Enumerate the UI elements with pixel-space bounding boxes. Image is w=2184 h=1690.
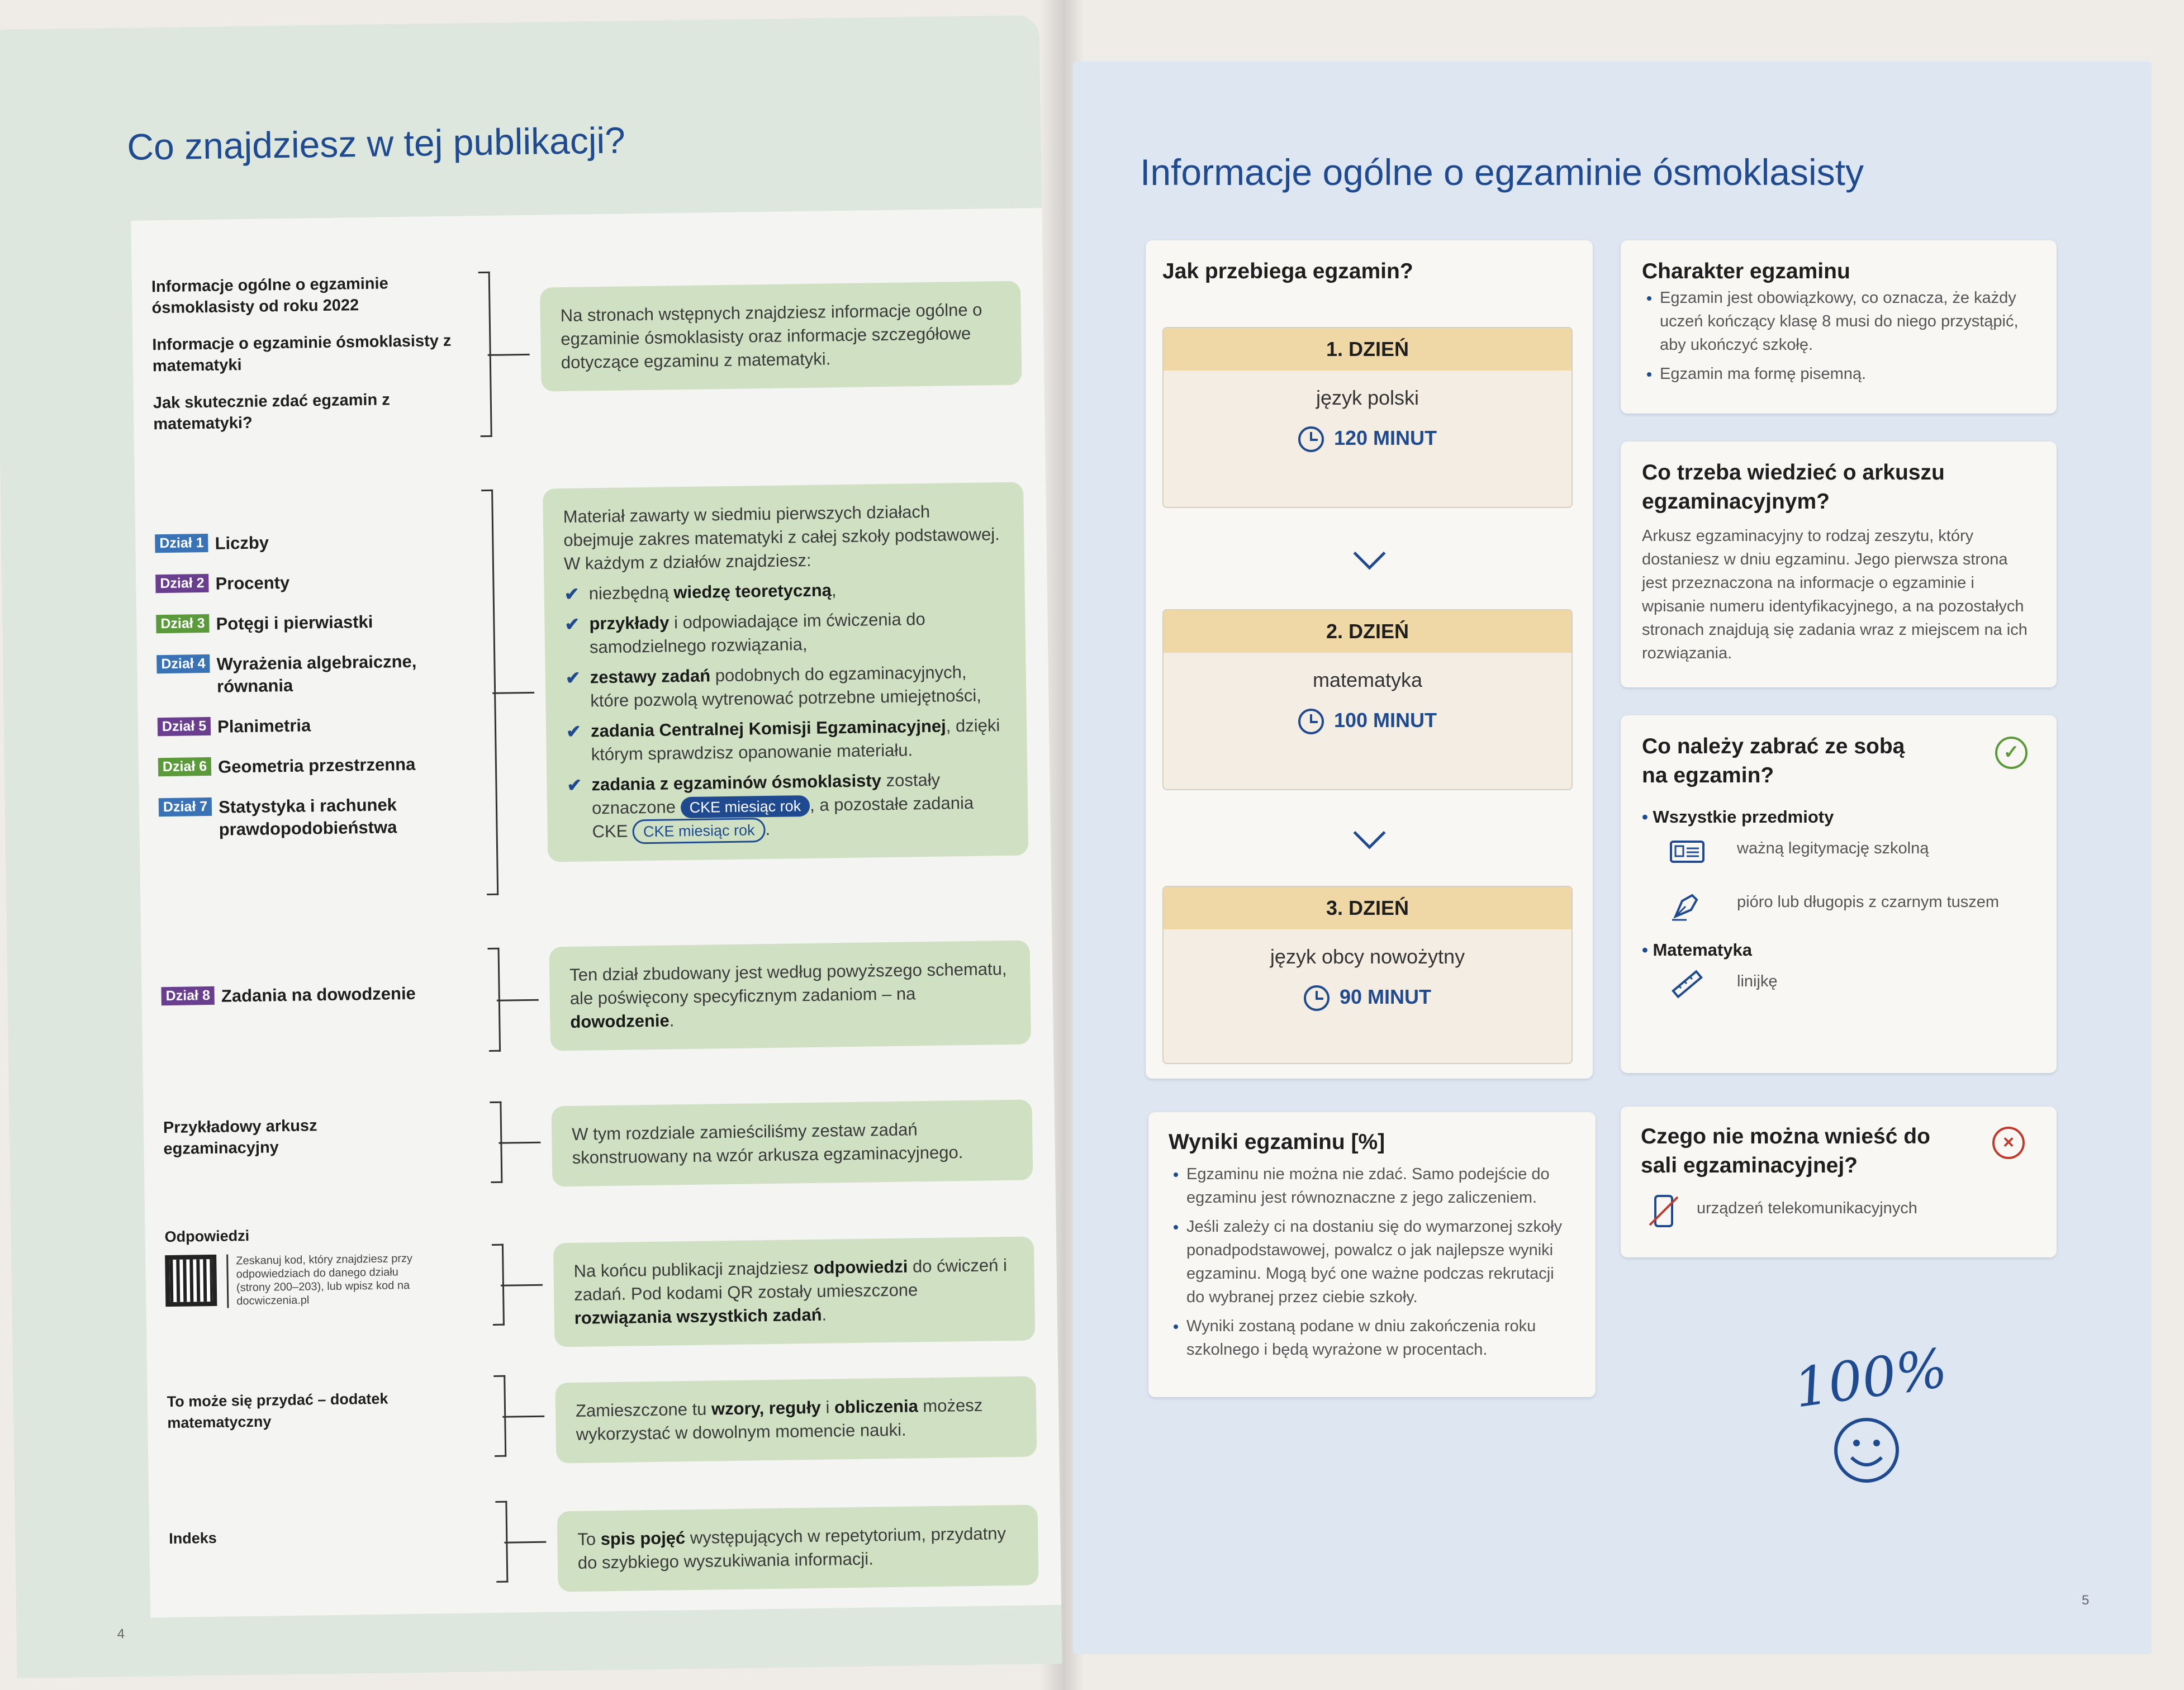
item-row <box>1642 881 2035 934</box>
check-icon: ✔ <box>564 583 580 605</box>
smiley-face-icon <box>1830 1414 1903 1487</box>
zabrac-card <box>1621 715 2057 1073</box>
item-row <box>1641 1187 2036 1241</box>
bracket <box>481 490 498 895</box>
right-page-title: Informacje ogólne o egzaminie ósmoklasisty <box>1140 151 1864 193</box>
exam-flow-card <box>1146 240 1593 1079</box>
description-box: Na stronach wstępnych znajdziesz informacje ogólne o egzaminie ósmoklasisty oraz informacje szczegółowe dotyczące egzaminu z matematyki. <box>540 281 1022 392</box>
nie-wniesc-card <box>1621 1107 2057 1257</box>
qr-code-icon <box>165 1255 217 1307</box>
description-box: W tym rozdziale zamieściliśmy zestaw zadań skonstruowany na wzór arkusza egzaminacyjnego. <box>551 1099 1033 1186</box>
dzial-item <box>155 529 468 573</box>
dzial-item <box>158 712 471 757</box>
day-label: 1. DZIEŃ <box>1164 328 1571 371</box>
row-label: Informacje ogólne o egzaminie ósmoklasisty od roku 2022 <box>151 274 388 317</box>
dzial-tag: Dział 7 <box>159 797 212 816</box>
arkusz-card <box>1621 442 2057 687</box>
day-label: 3. DZIEŃ <box>1164 887 1571 929</box>
check-item: ✔ zestawy zadań podobnych do egzaminacyjnych, które pozwolą wytrenować potrzebne umiejętności, <box>565 662 982 711</box>
check-icon: ✔ <box>567 775 582 796</box>
check-item: ✔ przykłady i odpowiadające im ćwiczenia do samodzielnego rozwiązania, <box>564 609 925 657</box>
checkmark-circle-icon: ✓ <box>1995 737 2028 769</box>
dzial-item <box>156 649 471 716</box>
left-page-title: Co znajdziesz w tej publikacji? <box>126 119 626 168</box>
dzial-item <box>161 981 474 1026</box>
cke-pill-outline: CKE miesiąc rok <box>633 818 766 844</box>
day-subject: język obcy nowożytny <box>1270 945 1465 968</box>
bracket <box>490 1102 502 1183</box>
description-box: Ten dział zbudowany jest według powyższego schematu, ale poświęcony specyficznym zadaniom – na dowodzenie. <box>549 940 1032 1051</box>
left-page <box>0 15 1062 1678</box>
bracket <box>492 1244 505 1326</box>
page-number: 4 <box>117 1626 125 1642</box>
dzial-tag: Dział 2 <box>155 574 209 593</box>
row-label: Jak skutecznie zdać egzamin z matematyki? <box>153 391 390 434</box>
qr-text: Zeskanuj kod, który znajdziesz przy odpowiedziach do danego działu (strony 200–203), lub wpisz kod na docwiczenia.pl <box>226 1252 421 1308</box>
dzial-title: Potęgi i pierwiastki <box>216 611 373 634</box>
chevron-down-icon <box>1354 538 1386 570</box>
handwritten-note: 100% <box>1790 1336 1951 1420</box>
check-item: ✔ niezbędną wiedzę teoretyczną, <box>564 576 1005 606</box>
wyniki-list <box>1169 1162 1575 1361</box>
check-icon: ✔ <box>564 614 580 635</box>
contents-row-intro <box>132 264 1054 434</box>
intro-labels <box>151 272 467 450</box>
item-row <box>1642 827 2035 881</box>
contents-row-arkusz <box>143 1094 1062 1167</box>
bracket <box>495 1501 508 1583</box>
contents-row-indeks <box>149 1493 1062 1573</box>
right-page <box>1073 61 2152 1654</box>
contents-row-dowodzenie <box>141 940 1062 1032</box>
dzial-title: Planimetria <box>217 715 311 737</box>
bracket <box>488 948 501 1052</box>
dzial-item <box>159 792 473 860</box>
wyniki-card <box>1148 1112 1596 1397</box>
description-box: To spis pojęć występujących w repetytorium, przydatny do szybkiego wyszukiwania informacji. <box>557 1504 1039 1592</box>
item-text: urządzeń telekomunikacyjnych <box>1697 1199 1917 1217</box>
day-duration: 120 MINUT <box>1164 426 1571 452</box>
contents-panel <box>131 208 1062 1618</box>
card-title: Co trzeba wiedzieć o arkuszu egzaminacyjnym? <box>1642 461 1945 514</box>
group-label: • Wszystkie przedmioty <box>1642 807 1834 827</box>
dzial8 <box>161 981 474 1026</box>
contents-row-dzialy <box>135 482 1057 842</box>
card-body: Arkusz egzaminacyjny to rodzaj zeszytu, który dostaniesz w dniu egzaminu. Jego pierwsza strona jest przeznaczona na informacje o egzaminie i wpisanie numeru identyfikacyjnego, a na pozostałych stronach znajdują się zadania wraz z miejscem na ich rozwiązania. <box>1642 527 2028 662</box>
description-box: Zamieszczone tu wzory, reguły i obliczenia możesz wykorzystać w dowolnym momencie nauki. <box>555 1376 1037 1463</box>
group-label: • Matematyka <box>1642 940 1752 960</box>
card-title: Charakter egzaminu <box>1642 259 1850 283</box>
description-box <box>543 482 1028 862</box>
day-box <box>1162 609 1573 790</box>
dodatek-label-group <box>167 1388 430 1450</box>
list-item: • Jeśli zależy ci na dostaniu się do wymarzonej szkoły ponadpodstawowej, powalcz o jak najlepsze wyniki egzaminu. Mogą być one ważne podczas rekrutacji do wybranej przez ciebie szkoły. <box>1186 1215 1575 1309</box>
chevron-down-icon <box>1354 817 1386 849</box>
odpowiedzi-group <box>164 1222 478 1309</box>
close-circle-icon: × <box>1992 1127 2025 1159</box>
dzial-item <box>155 569 469 614</box>
card-title: Jak przebiega egzamin? <box>1162 259 1413 283</box>
list-item: • Egzamin ma formę pisemną. <box>1660 362 2035 386</box>
list-item: • Wyniki zostaną podane w dniu zakończenia roku szkolnego i będą wyrażone w procentach. <box>1186 1314 1575 1361</box>
dzial-title: Procenty <box>215 572 290 594</box>
charakter-list <box>1642 286 2035 386</box>
id-card-icon <box>1670 834 1705 868</box>
dzial-tag: Dział 4 <box>156 654 210 673</box>
check-item: ✔ zadania Centralnej Komisji Egzaminacyjnej, dzięki którym sprawdzisz opanowanie materiału. <box>566 715 1000 765</box>
item-text: pióro lub długopis z czarnym tuszem <box>1737 893 2000 911</box>
dzial-tag: Dział 8 <box>161 986 215 1005</box>
dzial-title: Liczby <box>215 533 269 553</box>
list-item: • Egzamin jest obowiązkowy, co oznacza, że każdy uczeń kończący klasę 8 musi do niego przystąpić, aby ukończyć szkołę. <box>1660 286 2035 357</box>
row-label: Odpowiedzi <box>164 1227 250 1246</box>
day-box <box>1162 327 1573 508</box>
row-label: Informacje o egzaminie ósmoklasisty z matematyki <box>152 331 452 376</box>
day-duration: 100 MINUT <box>1164 709 1571 734</box>
ruler-icon <box>1670 967 1705 1001</box>
dzial-list <box>155 529 472 860</box>
dzialy-intro: Materiał zawarty w siedmiu pierwszych działach obejmuje zakres matematyki z całej szkoły podstawowej. W każdym z działów znajdziesz: <box>563 501 1000 574</box>
contents-row-dodatek <box>147 1368 1062 1444</box>
check-icon: ✔ <box>565 667 581 689</box>
dzial-tag: Dział 1 <box>155 534 208 553</box>
bracket <box>478 272 492 437</box>
row-label: Przykładowy arkusz egzaminacyjny <box>163 1117 317 1159</box>
cke-pill-dark: CKE miesiąc rok <box>680 795 810 818</box>
dzial-title: Wyrażenia algebraiczne, równania <box>216 651 417 696</box>
indeks-label-group <box>169 1523 482 1565</box>
check-icon: ✔ <box>566 721 582 742</box>
dzial-tag: Dział 5 <box>158 717 211 736</box>
dzial-tag: Dział 6 <box>158 757 212 776</box>
card-title: Czego nie można wnieść do sali egzaminacyjnej? <box>1641 1124 1930 1178</box>
item-text: linijkę <box>1737 972 1778 990</box>
pen-icon <box>1670 887 1705 922</box>
dzial-title: Zadania na dowodzenie <box>221 983 416 1006</box>
clock-icon <box>1298 426 1324 452</box>
day-subject: matematyka <box>1312 668 1423 691</box>
day-subject: język polski <box>1316 386 1419 409</box>
item-text: ważną legitymację szkolną <box>1737 839 1929 857</box>
dzial-title: Statystyka i rachunek prawdopodobieństwa <box>218 795 397 839</box>
clock-icon <box>1304 985 1330 1011</box>
contents-row-odpowiedzi <box>145 1214 1062 1328</box>
dzial-item <box>156 609 469 654</box>
bracket <box>493 1375 506 1457</box>
phone-crossed-icon <box>1646 1194 1681 1228</box>
dzial-tag: Dział 3 <box>156 614 210 633</box>
day-box <box>1162 886 1573 1064</box>
card-title: Co należy zabrać ze sobą na egzamin? <box>1642 734 1905 787</box>
dzial-item <box>158 752 472 797</box>
dzial-title: Geometria przestrzenna <box>217 754 416 777</box>
item-row <box>1642 960 2035 1014</box>
card-title: Wyniki egzaminu [%] <box>1169 1130 1385 1154</box>
check-item: ✔ zadania z egzaminów ósmoklasisty zostały oznaczone CKE miesiąc rok , a pozostałe zadania CKE CKE miesiąc rok . <box>567 767 1008 845</box>
arkusz-label-group <box>163 1115 343 1175</box>
row-label: To może się przydać – dodatek matematyczny <box>167 1390 388 1432</box>
qr-block <box>165 1251 478 1309</box>
charakter-card <box>1621 240 2057 414</box>
list-item: • Egzaminu nie można nie zdać. Samo podejście do egzaminu jest równoznaczne z jego zaliczeniem. <box>1186 1162 1575 1209</box>
day-label: 2. DZIEŃ <box>1164 610 1571 653</box>
description-box: Na końcu publikacji znajdziesz odpowiedzi do ćwiczeń i zadań. Pod kodami QR zostały umieszczone rozwiązania wszystkich zadań. <box>553 1236 1036 1347</box>
clock-icon <box>1298 709 1324 734</box>
row-label: Indeks <box>169 1529 217 1547</box>
page-number: 5 <box>2082 1593 2090 1608</box>
day-duration: 90 MINUT <box>1164 985 1571 1011</box>
